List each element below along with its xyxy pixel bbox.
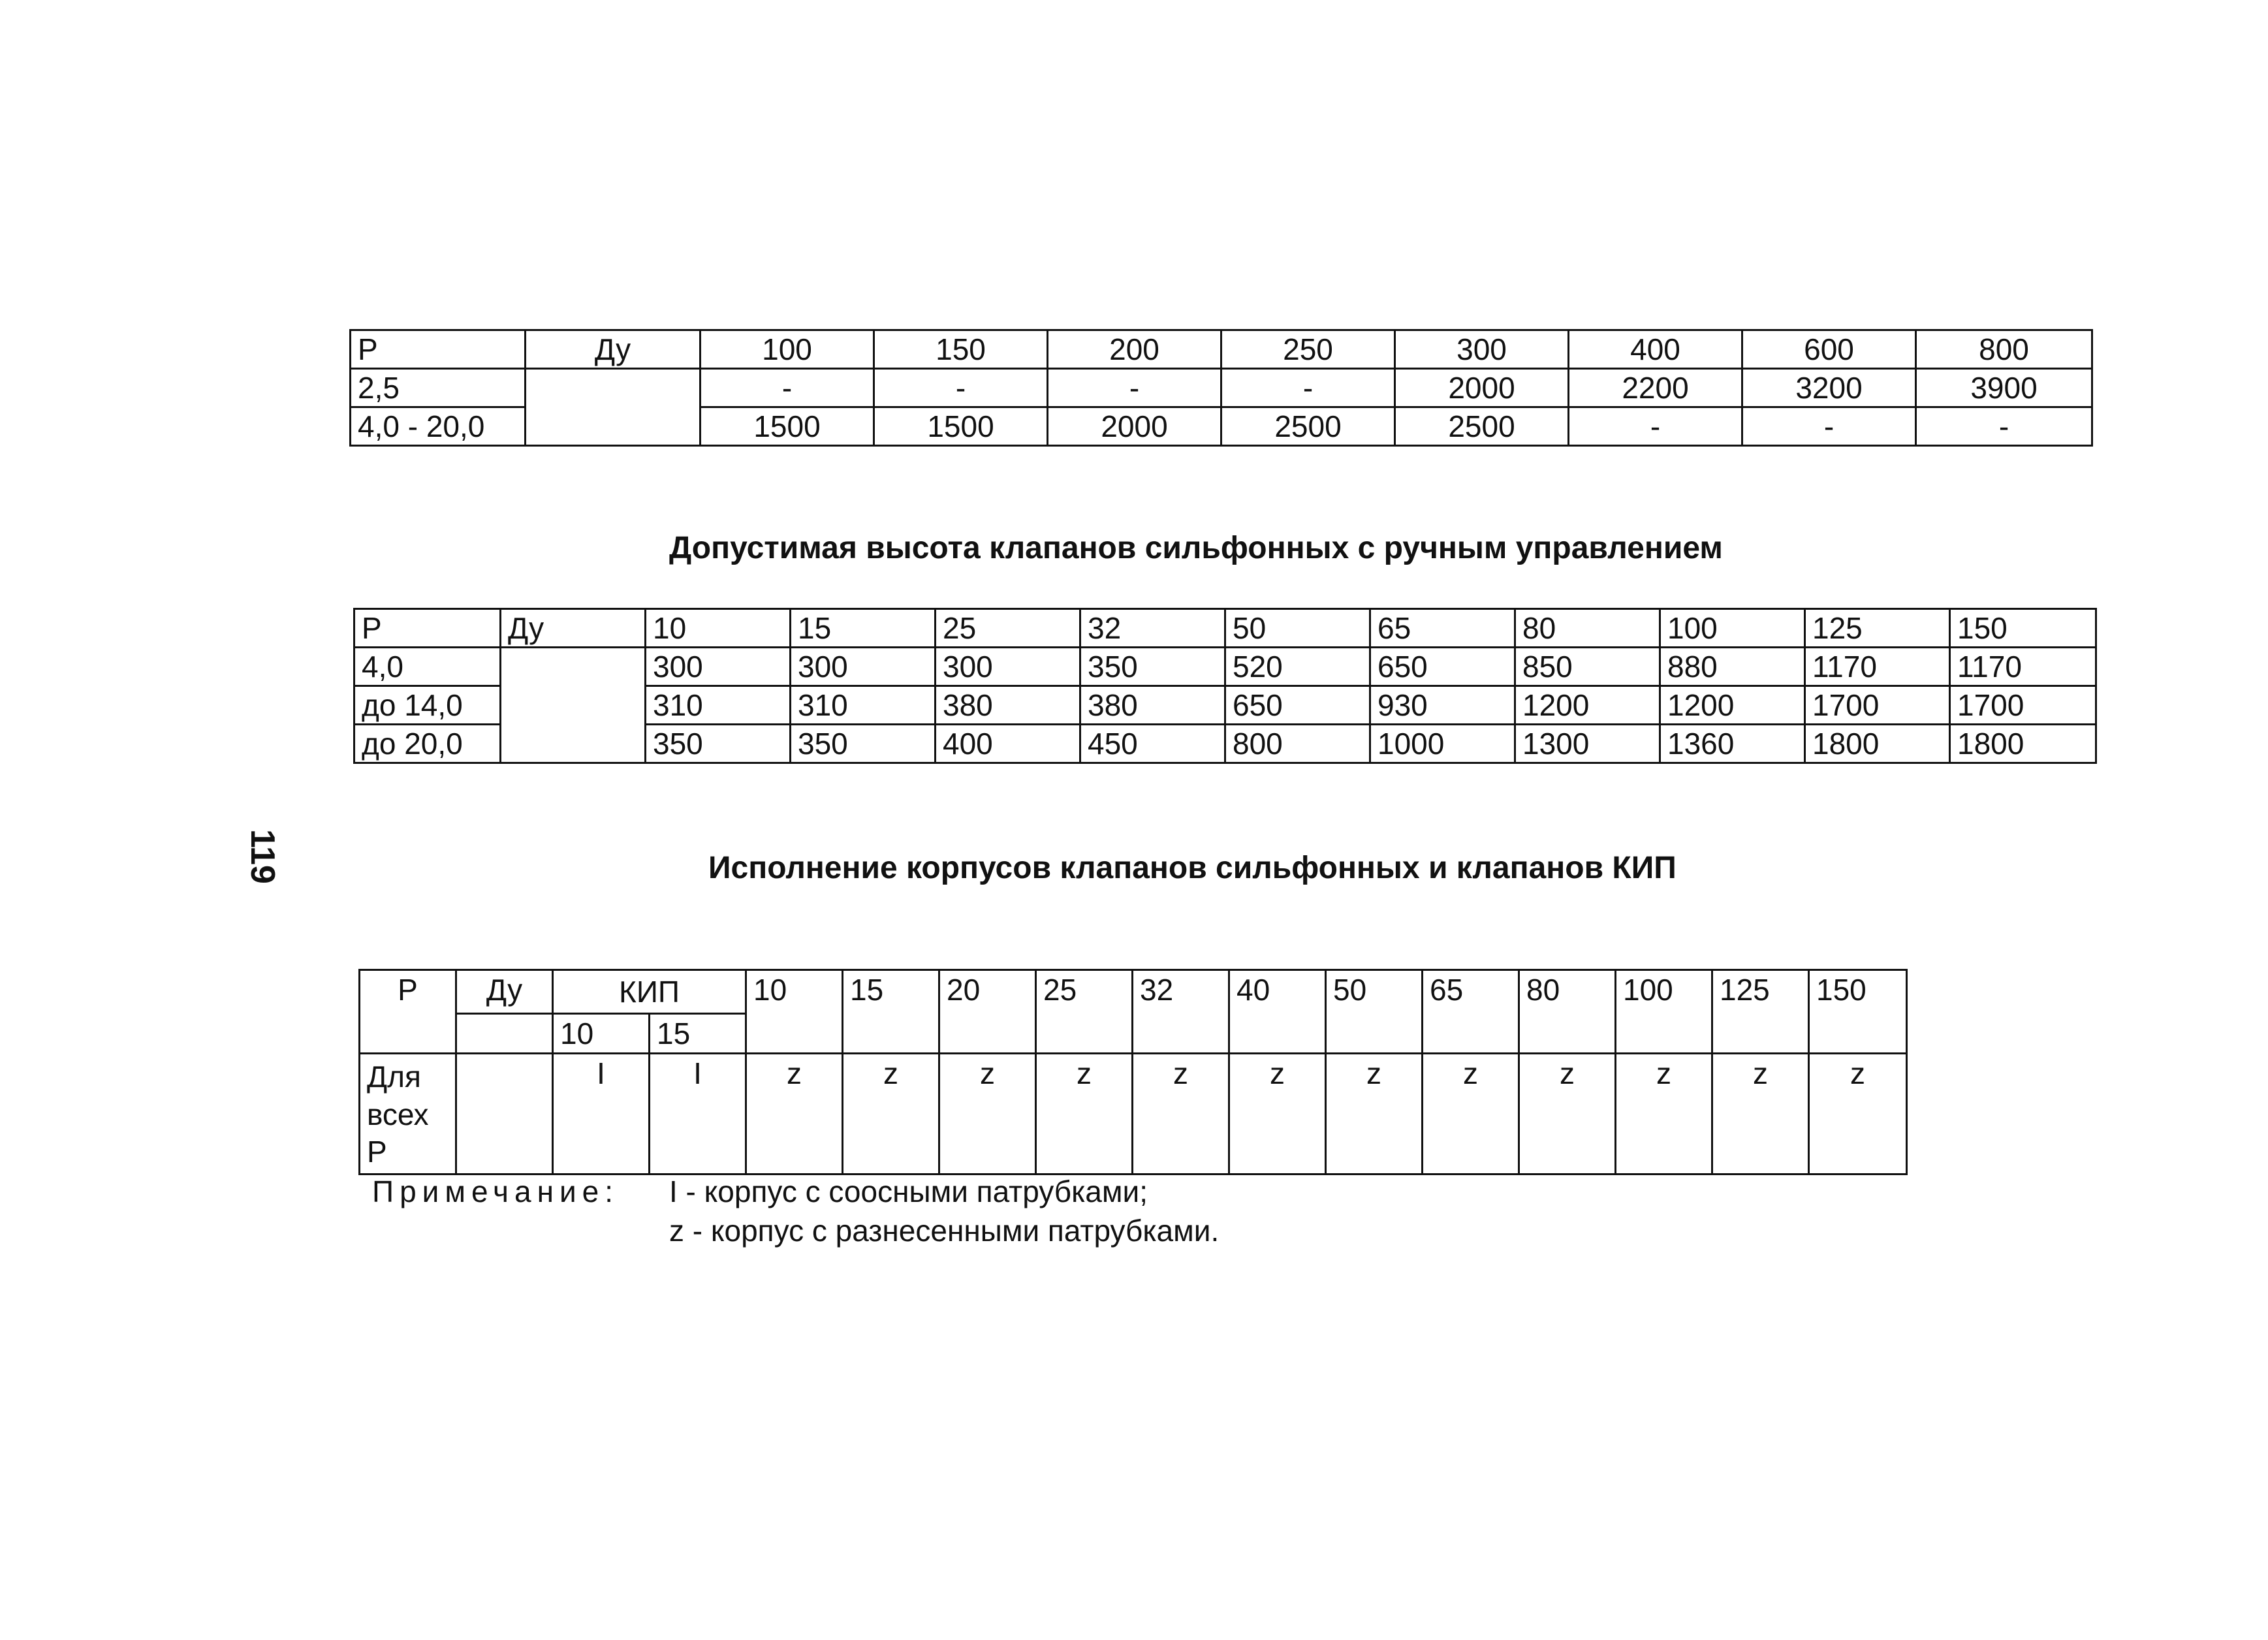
value-cell: 300	[791, 648, 936, 686]
value-cell: 300	[936, 648, 1080, 686]
pressure-cell: 2,5	[351, 369, 526, 407]
value-cell: 1200	[1515, 686, 1660, 725]
kip-size-cell: 15	[650, 1014, 746, 1054]
table-header-row	[360, 970, 1907, 1014]
pressure-cell: 4,0 - 20,0	[351, 407, 526, 446]
header-cell: 150	[874, 330, 1048, 369]
table-header-row	[354, 609, 2096, 648]
note-line: z - корпус с разнесенными патрубками.	[669, 1214, 1220, 1248]
size-cell: 20	[939, 970, 1036, 1054]
header-cell: Ду	[501, 609, 646, 648]
header-cell: 400	[1569, 330, 1742, 369]
value-cell: 1000	[1370, 725, 1515, 763]
note-label: Примечание:	[372, 1175, 620, 1208]
header-cell: 10	[646, 609, 791, 648]
value-cell: 1500	[701, 407, 874, 446]
header-cell: 65	[1370, 609, 1515, 648]
table-nominal-height	[349, 329, 2093, 447]
size-cell: 80	[1519, 970, 1616, 1054]
value-cell: 450	[1080, 725, 1225, 763]
value-cell: z	[1229, 1054, 1326, 1175]
pressure-cell: до 20,0	[354, 725, 501, 763]
size-cell: 32	[1133, 970, 1229, 1054]
header-cell-kip: КИП	[553, 970, 746, 1014]
value-cell: z	[1036, 1054, 1133, 1175]
header-cell: 50	[1225, 609, 1370, 648]
value-cell: 2500	[1395, 407, 1569, 446]
value-cell: -	[1048, 369, 1221, 407]
value-cell: 350	[1080, 648, 1225, 686]
header-cell: 250	[1221, 330, 1395, 369]
header-cell: Ду	[526, 330, 701, 369]
value-cell: -	[1221, 369, 1395, 407]
header-cell: 150	[1950, 609, 2096, 648]
value-cell: 380	[936, 686, 1080, 725]
du-empty-cell	[456, 1014, 553, 1054]
value-cell: 1500	[874, 407, 1048, 446]
value-cell: 2000	[1395, 369, 1569, 407]
value-cell: 650	[1370, 648, 1515, 686]
header-cell: 200	[1048, 330, 1221, 369]
value-cell: 650	[1225, 686, 1370, 725]
table-row	[360, 1054, 1907, 1175]
header-cell: P	[360, 970, 456, 1054]
table-row	[354, 648, 2096, 686]
header-cell: 100	[1660, 609, 1805, 648]
header-cell: 25	[936, 609, 1080, 648]
header-cell: 125	[1805, 609, 1950, 648]
du-empty-cell	[456, 1054, 553, 1175]
header-cell: 300	[1395, 330, 1569, 369]
size-cell: 10	[746, 970, 843, 1054]
value-cell: 1170	[1950, 648, 2096, 686]
value-cell: 1300	[1515, 725, 1660, 763]
value-cell: 350	[791, 725, 936, 763]
value-cell: 310	[791, 686, 936, 725]
value-cell: -	[874, 369, 1048, 407]
header-cell: 800	[1916, 330, 2092, 369]
pressure-cell: до 14,0	[354, 686, 501, 725]
value-cell: I	[650, 1054, 746, 1175]
value-cell: 520	[1225, 648, 1370, 686]
value-cell: 380	[1080, 686, 1225, 725]
value-cell: 3200	[1742, 369, 1916, 407]
kip-size-cell: 10	[553, 1014, 650, 1054]
du-empty-cell	[526, 369, 701, 446]
value-cell: 310	[646, 686, 791, 725]
value-cell: 2500	[1221, 407, 1395, 446]
header-cell: Ду	[456, 970, 553, 1014]
note-line: I - корпус с соосными патрубками;	[669, 1175, 1148, 1208]
value-cell: 2000	[1048, 407, 1221, 446]
value-cell: z	[1809, 1054, 1907, 1175]
value-cell: 1700	[1805, 686, 1950, 725]
value-cell: 1170	[1805, 648, 1950, 686]
value-cell: z	[746, 1054, 843, 1175]
section-title: Допустимая высота клапанов сильфонных с ручным управлением	[669, 531, 1723, 565]
section-title: Исполнение корпусов клапанов сильфонных и клапанов КИП	[708, 851, 1677, 885]
value-cell: z	[1616, 1054, 1712, 1175]
size-cell: 125	[1712, 970, 1809, 1054]
table-body-design	[358, 969, 1908, 1175]
value-cell: 1700	[1950, 686, 2096, 725]
value-cell: -	[1569, 407, 1742, 446]
size-cell: 40	[1229, 970, 1326, 1054]
value-cell: -	[1742, 407, 1916, 446]
value-cell: 400	[936, 725, 1080, 763]
value-cell: 1800	[1805, 725, 1950, 763]
value-cell: I	[553, 1054, 650, 1175]
size-cell: 50	[1326, 970, 1423, 1054]
header-cell: 32	[1080, 609, 1225, 648]
du-empty-cell	[501, 648, 646, 763]
value-cell: 930	[1370, 686, 1515, 725]
value-cell: z	[1133, 1054, 1229, 1175]
value-cell: 300	[646, 648, 791, 686]
value-cell: z	[843, 1054, 939, 1175]
value-cell: z	[1519, 1054, 1616, 1175]
value-cell: 350	[646, 725, 791, 763]
value-cell: 1200	[1660, 686, 1805, 725]
value-cell: 2200	[1569, 369, 1742, 407]
value-cell: z	[1423, 1054, 1519, 1175]
size-cell: 25	[1036, 970, 1133, 1054]
value-cell: 1800	[1950, 725, 2096, 763]
value-cell: 850	[1515, 648, 1660, 686]
size-cell: 150	[1809, 970, 1907, 1054]
size-cell: 15	[843, 970, 939, 1054]
size-cell: 65	[1423, 970, 1519, 1054]
value-cell: z	[1326, 1054, 1423, 1175]
table-header-row	[351, 330, 2092, 369]
header-cell: P	[351, 330, 526, 369]
value-cell: 880	[1660, 648, 1805, 686]
value-cell: 3900	[1916, 369, 2092, 407]
header-cell: P	[354, 609, 501, 648]
header-cell: 80	[1515, 609, 1660, 648]
header-cell: 15	[791, 609, 936, 648]
table-row	[351, 369, 2092, 407]
table-manual-valve-height	[353, 608, 2097, 764]
value-cell: 1360	[1660, 725, 1805, 763]
page-number: 119	[244, 829, 281, 884]
size-cell: 100	[1616, 970, 1712, 1054]
pressure-cell: 4,0	[354, 648, 501, 686]
row-label-cell: Для всех P	[360, 1054, 456, 1175]
value-cell: 800	[1225, 725, 1370, 763]
header-cell: 600	[1742, 330, 1916, 369]
value-cell: -	[1916, 407, 2092, 446]
value-cell: -	[701, 369, 874, 407]
value-cell: z	[939, 1054, 1036, 1175]
header-cell: 100	[701, 330, 874, 369]
value-cell: z	[1712, 1054, 1809, 1175]
